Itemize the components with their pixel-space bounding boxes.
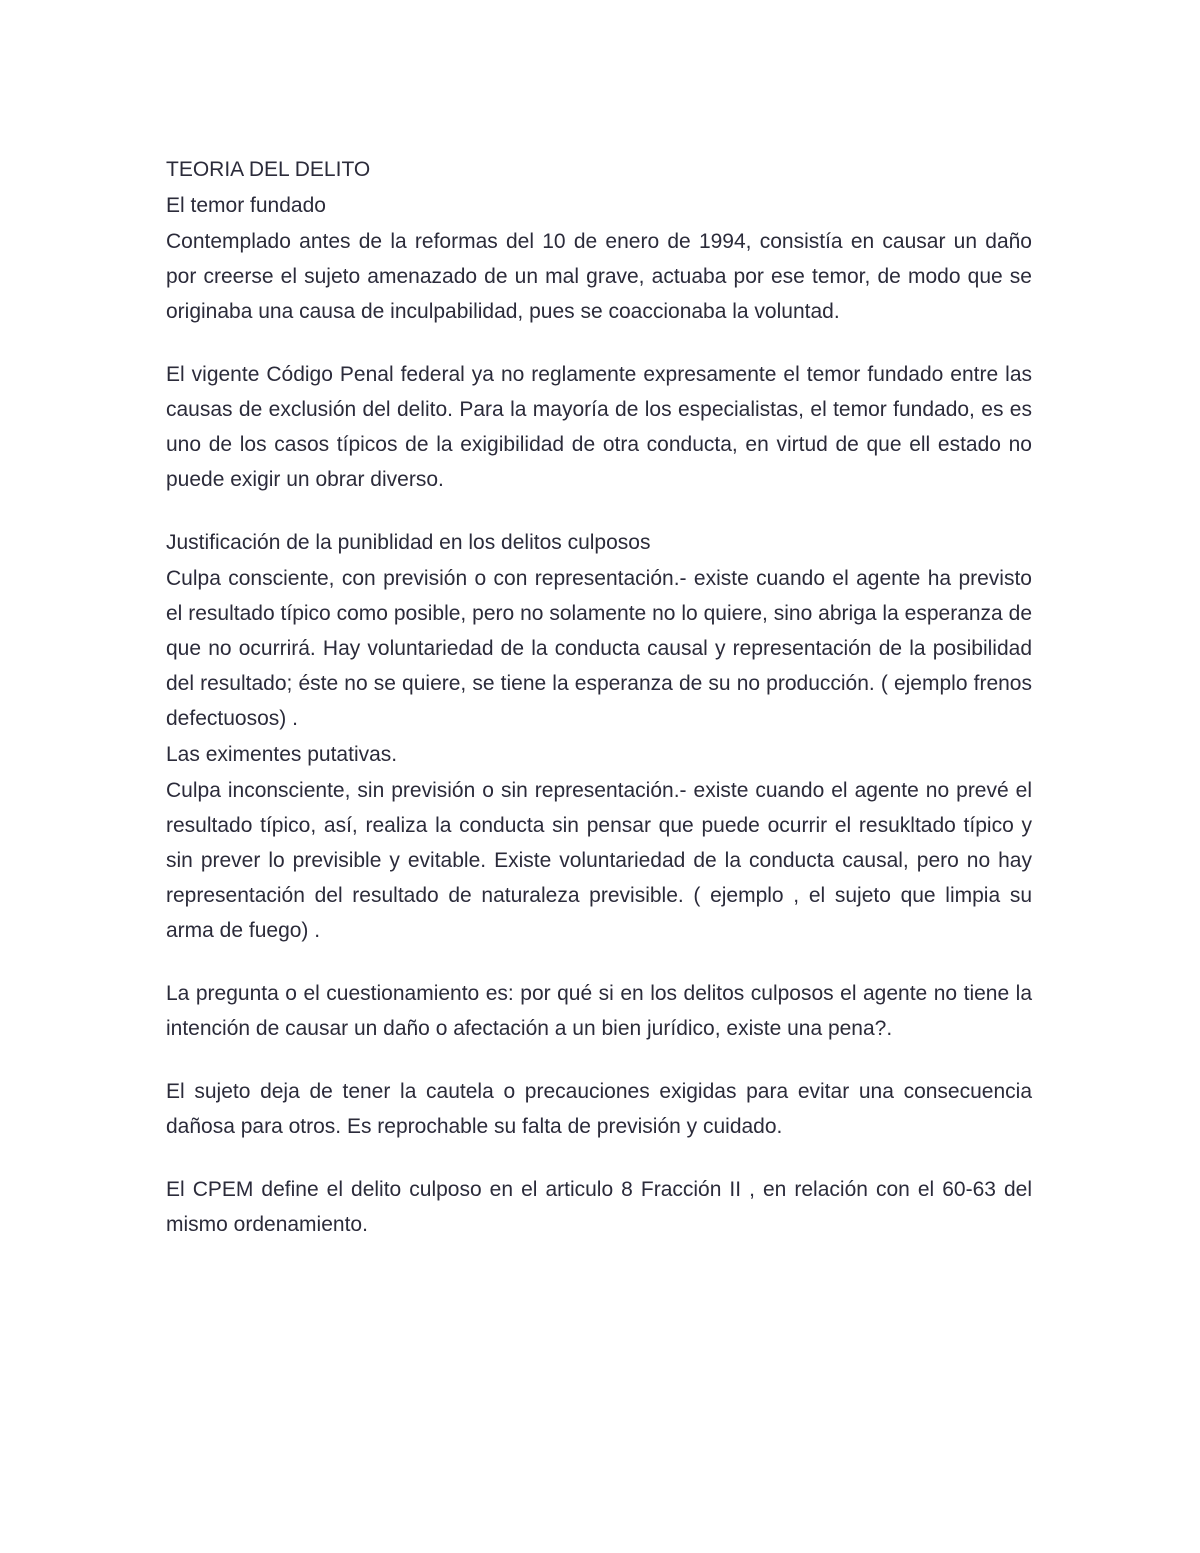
section-heading-punibilidad: Justificación de la puniblidad en los delitos culposos bbox=[166, 531, 651, 554]
document-page bbox=[166, 152, 1032, 1242]
paragraph-7: El CPEM define el delito culposo en el articulo 8 Fracción II , en relación con el 60-63 del mismo ordenamiento. bbox=[166, 1178, 1032, 1236]
section-heading-eximentes: Las eximentes putativas. bbox=[166, 743, 398, 766]
paragraph-2: El vigente Código Penal federal ya no reglamente expresamente el temor fundado entre las causas de exclusión del delito. Para la mayoría de los especialistas, el temor fundado, es es uno de los casos típicos de la exigibilidad de otra conducta, en virtud de que ell estado no puede exigir un obrar diverso. bbox=[166, 363, 1032, 491]
document-title: TEORIA DEL DELITO bbox=[166, 158, 371, 181]
paragraph-5: La pregunta o el cuestionamiento es: por qué si en los delitos culposos el agente no tiene la intención de causar un daño o afectación a un bien jurídico, existe una pena?. bbox=[166, 982, 1032, 1040]
section-heading-temor-fundado: El temor fundado bbox=[166, 194, 326, 217]
paragraph-3: Culpa consciente, con previsión o con representación.- existe cuando el agente ha previsto el resultado típico como posible, pero no solamente no lo quiere, sino abriga la esperanza de que no ocurrirá. Hay voluntariedad de la conducta causal y representación de la posibilidad del resultado; éste no se quiere, se tiene la esperanza de su no producción. ( ejemplo frenos defectuosos) . bbox=[166, 567, 1032, 730]
paragraph-6: El sujeto deja de tener la cautela o precauciones exigidas para evitar una consecuencia dañosa para otros. Es reprochable su falta de previsión y cuidado. bbox=[166, 1080, 1032, 1138]
paragraph-1: Contemplado antes de la reformas del 10 de enero de 1994, consistía en causar un daño por creerse el sujeto amenazado de un mal grave, actuaba por ese temor, de modo que se originaba una causa de inculpabilidad, pues se coaccionaba la voluntad. bbox=[166, 230, 1032, 323]
paragraph-4: Culpa inconsciente, sin previsión o sin representación.- existe cuando el agente no prevé el resultado típico, así, realiza la conducta sin pensar que puede ocurrir el resukltado típico y sin prever lo previsible y evitable. Existe voluntariedad de la conducta causal, pero no hay representación del resultado de naturaleza previsible. ( ejemplo , el sujeto que limpia su arma de fuego) . bbox=[166, 779, 1032, 942]
